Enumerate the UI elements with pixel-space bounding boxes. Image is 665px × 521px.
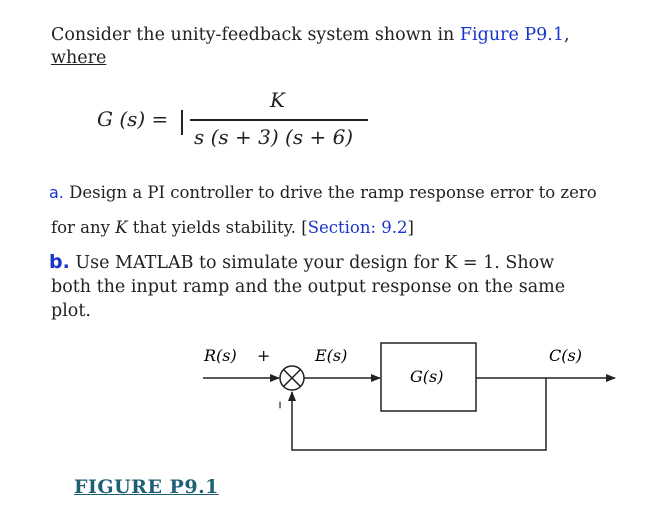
- intro-text: Consider the unity-feedback system shown in: [51, 25, 460, 45]
- where-text: where: [51, 48, 107, 68]
- part-a-line2-pre: for any: [51, 218, 116, 237]
- output-label: C(s): [549, 346, 582, 365]
- part-a-text: Design a PI controller to drive the ramp response error to zero: [69, 183, 597, 202]
- figure-caption[interactable]: FIGURE P9.1: [74, 476, 219, 498]
- part-b-text1: Use MATLAB to simulate your design for K = 1. Show: [75, 253, 555, 273]
- input-label: R(s): [204, 346, 237, 365]
- equation-denominator: s (s + 3) (s + 6): [194, 125, 354, 149]
- equation-lhs: G (s) =: [97, 107, 169, 131]
- part-a-line2-end: ]: [407, 218, 414, 237]
- minus-sign: –: [272, 401, 291, 409]
- summing-junction: [280, 366, 304, 390]
- part-b-line2: both the input ramp and the output response on the same: [51, 277, 566, 297]
- plus-sign: +: [257, 346, 271, 365]
- block-label: G(s): [410, 367, 444, 386]
- section-link[interactable]: Section: 9.2: [307, 218, 408, 237]
- part-a-line2-post: that yields stability. [: [127, 218, 308, 237]
- error-label: E(s): [315, 346, 348, 365]
- part-b-line3: plot.: [51, 301, 91, 321]
- part-a-var: K: [115, 218, 128, 237]
- intro-comma: ,: [563, 25, 570, 45]
- figure-link[interactable]: Figure P9.1: [459, 25, 564, 45]
- part-b-marker: b.: [49, 251, 70, 273]
- part-a-marker: a.: [49, 183, 64, 202]
- equation-numerator: K: [270, 88, 285, 112]
